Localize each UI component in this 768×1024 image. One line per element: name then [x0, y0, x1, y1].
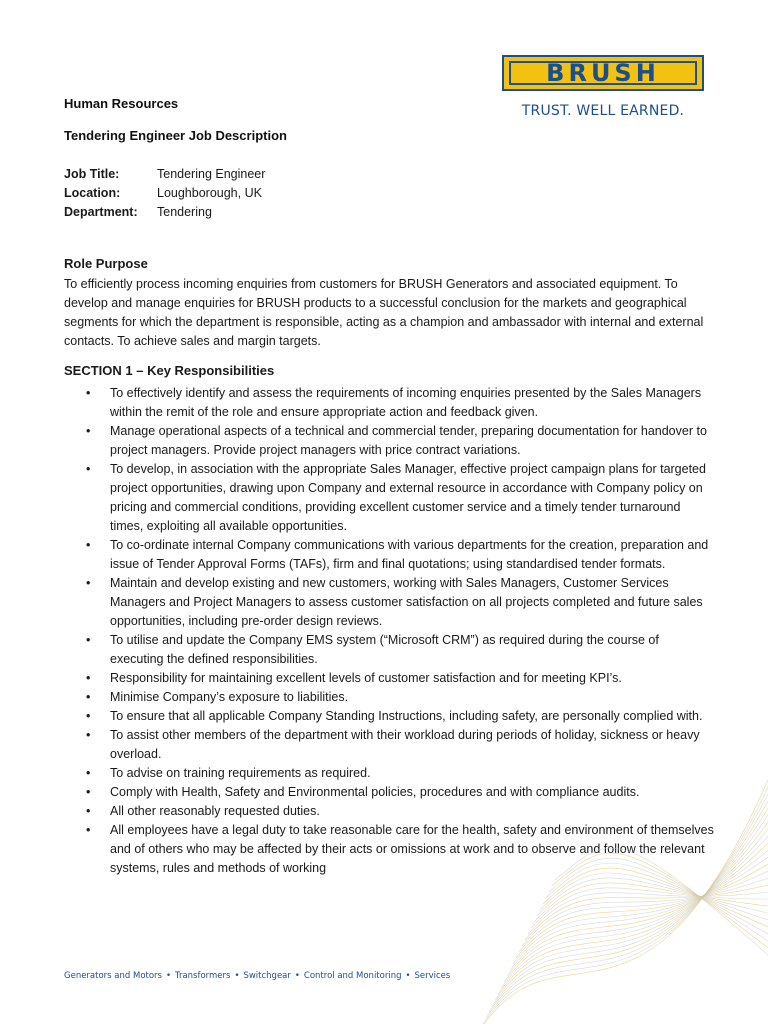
- footer-item: Services: [414, 971, 451, 981]
- responsibility-item: [64, 631, 714, 669]
- wave-line: [501, 829, 768, 988]
- job-info-block: [64, 167, 265, 224]
- wave-line: [498, 822, 768, 994]
- wave-line: [495, 815, 768, 1000]
- footer-separator: •: [294, 971, 300, 981]
- responsibility-text: Comply with Health, Safety and Environmental policies, procedures and with compliance audits.: [110, 785, 640, 799]
- footer-separator: •: [234, 971, 240, 981]
- bullet-icon: •: [86, 386, 91, 400]
- responsibility-text: Minimise Company’s exposure to liabilities.: [110, 690, 349, 704]
- responsibility-text: Responsibility for maintaining excellent levels of customer satisfaction and for meeting KPI’s.: [110, 671, 622, 685]
- responsibility-text: To advise on training requirements as required.: [110, 766, 371, 780]
- responsibility-text: To utilise and update the Company EMS system (“Microsoft CRM”) as required during the course of executing the defined responsibilities.: [110, 633, 659, 666]
- role-purpose-title: Role Purpose: [64, 256, 148, 271]
- bullet-icon: •: [86, 424, 91, 438]
- info-label: Location:: [64, 186, 121, 200]
- info-value: Tendering: [157, 205, 212, 219]
- responsibility-text: To ensure that all applicable Company Standing Instructions, including safety, are personally complied with.: [110, 709, 703, 723]
- info-label: Department:: [64, 205, 138, 219]
- bullet-icon: •: [86, 576, 91, 590]
- bullet-icon: •: [86, 709, 91, 723]
- logo-wordmark: BRUSH: [509, 61, 697, 85]
- brush-logo: [502, 55, 704, 119]
- bullet-icon: •: [86, 766, 91, 780]
- footer-separator: •: [405, 971, 411, 981]
- role-purpose-text: To efficiently process incoming enquiries from customers for BRUSH Generators and associated equipment. To develop and manage enquiries for BRUSH products to a successful conclusion for the markets and geographical segments for which the department is responsible, acting as a champion and ambassador with internal and external contacts. To achieve sales and margin targets.: [64, 277, 704, 348]
- info-value: Tendering Engineer: [157, 167, 266, 181]
- wave-line: [522, 878, 768, 946]
- wave-line: [525, 885, 768, 940]
- responsibility-item: [64, 574, 714, 631]
- info-row-location: [64, 186, 265, 205]
- decorative-wave-pattern: [470, 740, 768, 1024]
- responsibility-item: [64, 384, 714, 422]
- info-value: Loughborough, UK: [157, 186, 262, 200]
- info-label: Job Title:: [64, 167, 120, 181]
- responsibility-item: [64, 707, 714, 726]
- logo-tagline: TRUST. WELL EARNED.: [521, 103, 685, 119]
- responsibility-item: [64, 422, 714, 460]
- responsibility-text: To effectively identify and assess the requirements of incoming enquiries presented by the Sales Managers within the remit of the role and ensure appropriate action and feedback given.: [110, 386, 702, 419]
- footer-services: [64, 971, 450, 981]
- bullet-icon: •: [86, 633, 91, 647]
- bullet-icon: •: [86, 462, 91, 476]
- responsibility-text: Manage operational aspects of a technical and commercial tender, preparing documentation for handover to project managers. Provide project managers with price contract variations.: [110, 424, 707, 457]
- footer-item: Transformers: [175, 971, 231, 981]
- footer-item: Control and Monitoring: [303, 971, 402, 981]
- responsibility-item: [64, 669, 714, 688]
- bullet-icon: •: [86, 671, 91, 685]
- document-title: Tendering Engineer Job Description: [64, 128, 287, 143]
- wave-line: [486, 794, 768, 1018]
- section1-title: SECTION 1 – Key Responsibilities: [64, 363, 275, 378]
- wave-line: [519, 871, 768, 952]
- bullet-icon: •: [86, 823, 91, 837]
- logo-badge: [502, 55, 704, 91]
- responsibility-text: Maintain and develop existing and new customers, working with Sales Managers, Customer Services Managers and Project Managers to assess customer satisfaction on all projects completed and future sales opportunities, including pre-order design reviews.: [110, 576, 703, 628]
- info-row-department: [64, 205, 265, 224]
- footer-item: Generators and Motors: [64, 971, 162, 981]
- responsibility-text: All employees have a legal duty to take reasonable care for the health, safety and environment of themselves and of others who may be affected by their acts or omissions at work and to observe and follow the relevant systems, rules and methods of working: [110, 823, 714, 875]
- info-row-job-title: [64, 167, 265, 186]
- responsibility-text: To co-ordinate internal Company communications with various departments for the creation, preparation and issue of Tender Approval Forms (TAFs), firm and final quotations; using standardised tender formats.: [110, 538, 709, 571]
- wave-line: [492, 808, 768, 1006]
- responsibility-item: [64, 688, 714, 707]
- bullet-icon: •: [86, 785, 91, 799]
- responsibility-text: To develop, in association with the appropriate Sales Manager, effective project campaign plans for targeted project opportunities, drawing upon Company and external resource in accordance with Company policy on pricing and commercial conditions, providing excellent customer service and a timely tender turnaround times, exploiting all available opportunities.: [110, 462, 706, 533]
- responsibility-text: To assist other members of the department with their workload during periods of holiday, sickness or heavy overload.: [110, 728, 700, 761]
- bullet-icon: •: [86, 804, 91, 818]
- footer-item: Switchgear: [243, 971, 291, 981]
- bullet-icon: •: [86, 538, 91, 552]
- responsibility-text: All other reasonably requested duties.: [110, 804, 320, 818]
- department-heading: Human Resources: [64, 96, 179, 111]
- responsibility-item: [64, 460, 714, 536]
- responsibility-item: [64, 536, 714, 574]
- bullet-icon: •: [86, 728, 91, 742]
- footer-separator: •: [165, 971, 171, 981]
- bullet-icon: •: [86, 690, 91, 704]
